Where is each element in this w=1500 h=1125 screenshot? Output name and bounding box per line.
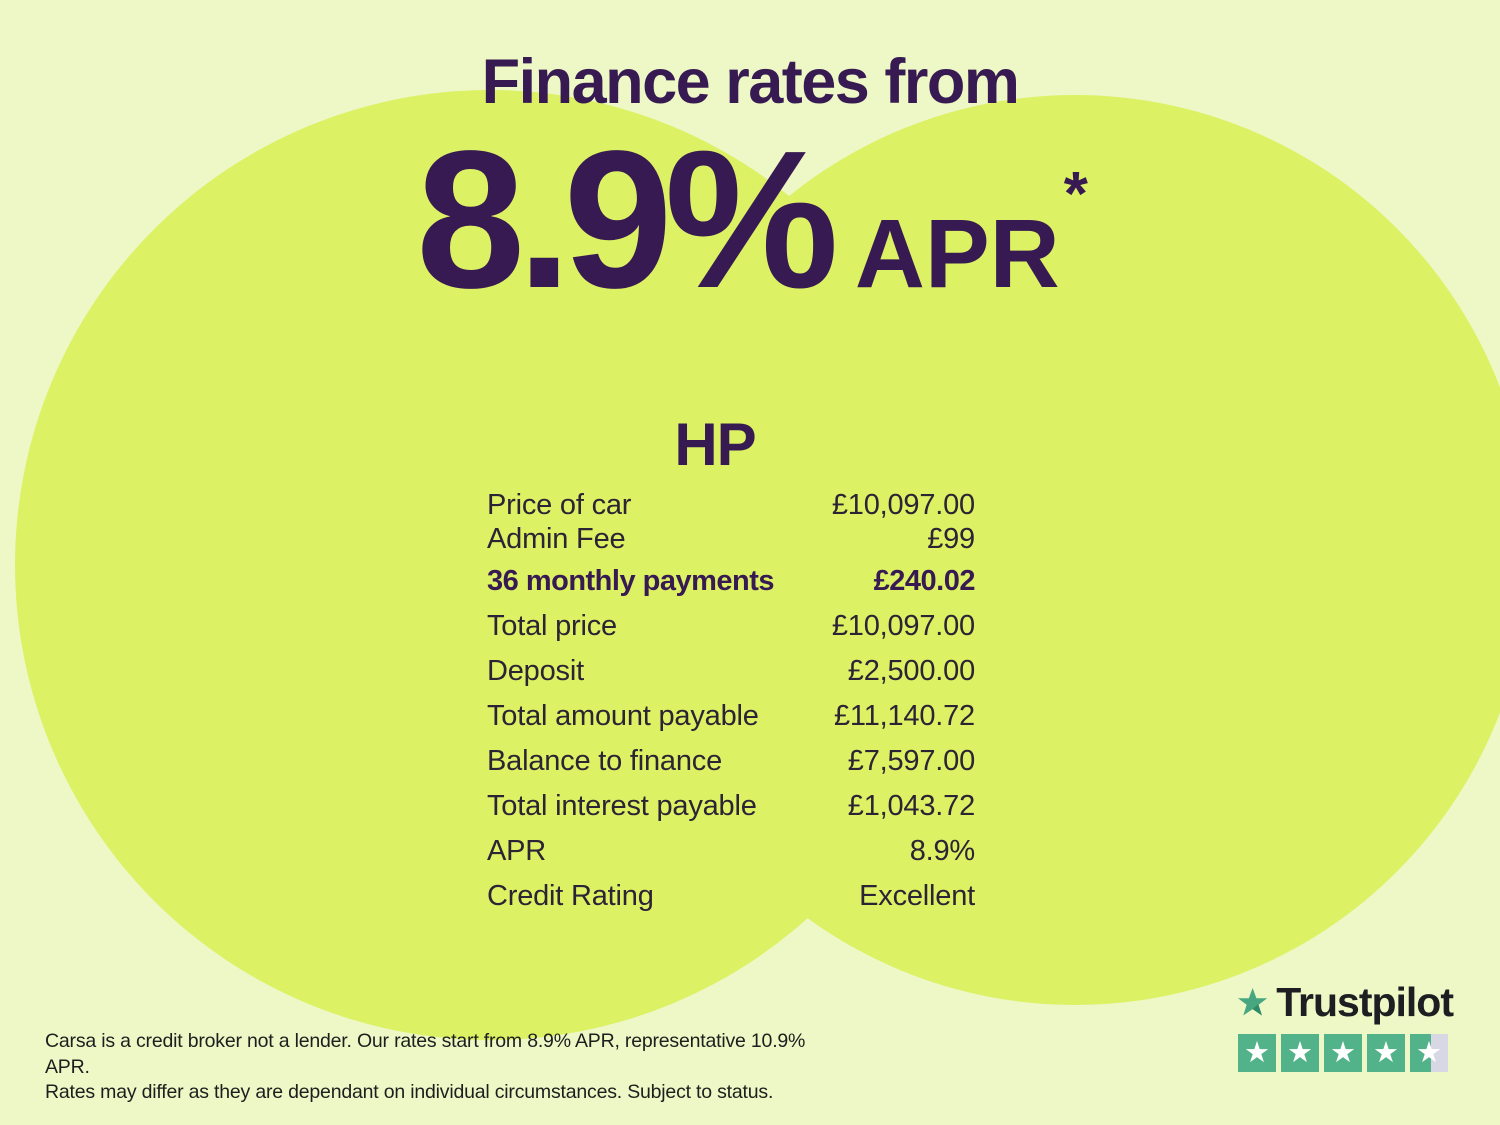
trustpilot-brand-text: Trustpilot (1276, 978, 1453, 1025)
finance-row (487, 699, 975, 733)
star-glyph: ★ (1287, 1037, 1313, 1069)
disclaimer (45, 1029, 845, 1106)
row-label: Total interest payable (487, 790, 757, 822)
row-label: Admin Fee (487, 523, 626, 555)
row-label: 36 monthly payments (487, 565, 775, 597)
row-value: £10,097.00 (831, 610, 975, 642)
finance-row (487, 744, 975, 778)
finance-row (487, 789, 975, 823)
finance-row (487, 834, 975, 868)
rate-unit: APR (854, 199, 1060, 308)
rating-star-icon (1281, 1034, 1319, 1072)
star-glyph: ★ (1330, 1037, 1356, 1069)
row-value: £1,043.72 (847, 790, 975, 822)
star-glyph: ★ (1416, 1037, 1442, 1069)
finance-row (487, 609, 975, 643)
banner-title: Finance rates from (481, 47, 1019, 117)
trustpilot-rating (1238, 1034, 1453, 1072)
rating-half-star-icon (1410, 1034, 1448, 1072)
star-glyph: ★ (1373, 1037, 1399, 1069)
row-value: £11,140.72 (834, 700, 975, 732)
rate-headline (0, 110, 1500, 329)
row-value: £99 (927, 523, 975, 555)
row-value: £2,500.00 (847, 655, 975, 687)
row-label: Credit Rating (487, 880, 654, 912)
row-value: Excellent (859, 880, 975, 912)
disclaimer-line-1: Carsa is a credit broker not a lender. Our rates start from 8.9% APR, representative 10.9% APR. (45, 1030, 806, 1078)
rate-asterisk: * (1063, 160, 1088, 229)
rating-star-icon (1238, 1034, 1276, 1072)
rating-star-icon (1367, 1034, 1405, 1072)
row-value: £240.02 (873, 565, 975, 597)
row-label: Balance to finance (487, 745, 723, 777)
disclaimer-line-2: Rates may differ as they are dependant on individual circumstances. Subject to status. (45, 1081, 774, 1103)
finance-row (487, 488, 975, 522)
finance-row (487, 879, 975, 913)
finance-row (487, 654, 975, 688)
row-value: £7,597.00 (847, 745, 975, 777)
finance-row (487, 522, 975, 556)
row-label: APR (487, 835, 547, 867)
row-value: £10,097.00 (831, 489, 975, 521)
row-value: 8.9% (909, 835, 975, 867)
trustpilot-widget (1238, 976, 1453, 1072)
row-label: Price of car (487, 489, 632, 521)
finance-row (487, 564, 975, 598)
product-title: HP (674, 411, 756, 478)
trustpilot-logo (1238, 976, 1453, 1028)
row-label: Total amount payable (487, 700, 759, 732)
trustpilot-star-icon (1238, 977, 1267, 1027)
row-label: Total price (487, 610, 617, 642)
star-glyph: ★ (1244, 1037, 1270, 1069)
row-label: Deposit (487, 655, 584, 687)
rate-value: 8.9% (416, 110, 831, 329)
finance-table (487, 488, 975, 924)
rating-star-icon (1324, 1034, 1362, 1072)
